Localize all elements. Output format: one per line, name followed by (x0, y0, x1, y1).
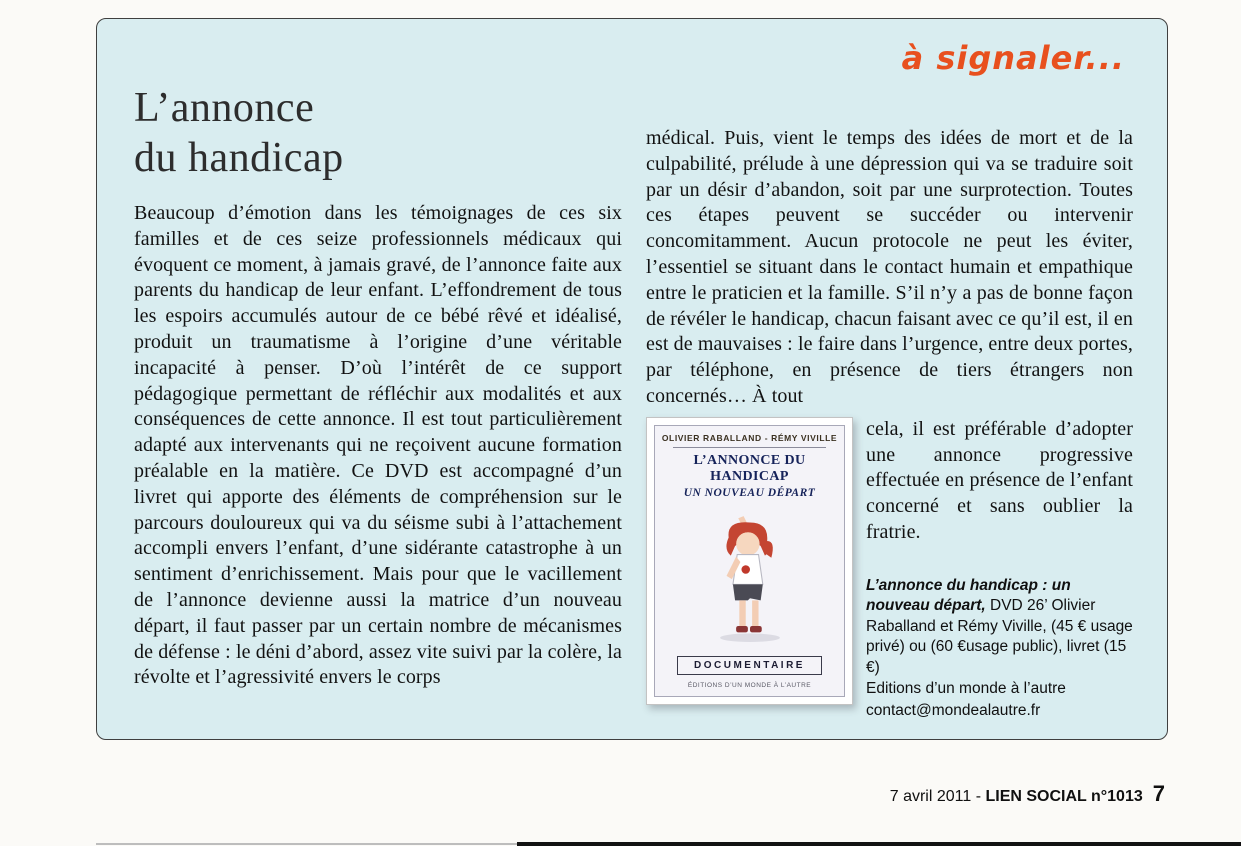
citation-details: DVD 26’ Olivier Raballand et Rémy Viville, (45 € usage privé) ou (60 €usage public), livret (15 €) (866, 597, 1133, 676)
article-title-line2: du handicap (134, 135, 344, 181)
dvd-cover-illustration (694, 503, 806, 653)
article-body-wrap: cela, il est préférable d’adopter une annonce progressive effectuée en présence de l’enfant concerné et sans oublier la fratrie. (866, 417, 1133, 543)
citation-publisher: Editions d’un monde à l’autre (866, 680, 1066, 698)
page-footer (890, 781, 1165, 807)
page-title (134, 83, 622, 183)
footer-page-number: 7 (1152, 781, 1165, 806)
scan-edge-artifact-light (96, 843, 517, 845)
dvd-title: L’ANNONCE DU HANDICAP (693, 452, 806, 484)
citation-paragraph (866, 576, 1133, 679)
footer-date: 7 avril 2011 - (889, 788, 986, 805)
manga-girl-illustration (694, 514, 806, 642)
article-panel (96, 18, 1168, 740)
bottom-row (646, 417, 1133, 721)
dvd-divider (673, 447, 825, 448)
left-column (134, 83, 622, 691)
dvd-genre-label: DOCUMENTAIRE (677, 656, 822, 675)
article-body-right: médical. Puis, vient le temps des idées de mort et de la culpabilité, prélude à une dépression qui va se traduire soit par un désir d’abandon, soit par une surprotection. Toutes ces étapes peuvent se succéder ou intervenir concomitamment. Aucun protocole ne peut les éviter, l’essentiel se situant dans le contact humain et empathique entre le praticien et la famille. S’il n’y a pas de bonne façon de révéler le handicap, chacun faisant avec ce qu’il est, il en est de mauvaises : le faire dans l’urgence, entre deux portes, par téléphone, en présence de tiers étrangers non concernés… À tout (646, 127, 1133, 407)
dvd-citation (866, 576, 1133, 722)
dvd-authors: OLIVIER RABALLAND - RÉMY VIVILLE (661, 432, 838, 443)
citation-email: contact@mondealautre.fr (866, 701, 1041, 719)
citation-title: L’annonce du handicap : un nouveau départ, (866, 576, 1071, 615)
dvd-subtitle: UN NOUVEAU DÉPART (683, 486, 816, 499)
section-label: à signaler... (901, 39, 1125, 77)
wrap-column (866, 417, 1133, 721)
right-column (646, 126, 1133, 721)
dvd-publisher-label: ÉDITIONS D’UN MONDE À L’AUTRE (687, 681, 812, 689)
dvd-cover (646, 417, 853, 705)
article-body-left: Beaucoup d’émotion dans les témoignages de ces six familles et de ces seize professionnels médicaux qui évoquent ce moment, à jamais gravé, de l’annonce faite aux parents du handicap de leur enfant. L’effondrement de tous les espoirs accumulés autour de ce bébé rêvé et idéalisé, produit un traumatisme à l’origine d’une véritable incapacité à penser. D’où l’intérêt de ce support pédagogique permettant de réfléchir aux modalités et aux conséquences de cette annonce. Il est tout particulièrement adapté aux intervenants qui ne reçoivent aucune formation préalable en la matière. Ce DVD est accompagné d’un livret qui apporte des éléments de compréhension sur le parcours douloureux qui va du séisme subi à l’attachement accompli envers l’enfant, d’une sidérante catastrophe à un sentiment d’enrichissement. Mais pour que le vacillement de l’annonce devienne aussi la matrice d’un nouveau départ, il faut passer par un certain nombre de mécanismes de défense : le déni d’abord, assez vite suivi par la colère, la révolte et l’agressivité envers le corps (134, 202, 622, 689)
scan-edge-artifact-dark (517, 842, 1241, 846)
dvd-cover-inner (654, 425, 845, 697)
article-title-line1: L’annonce (134, 85, 315, 131)
footer-journal: LIEN SOCIAL n°1013 (985, 788, 1143, 805)
